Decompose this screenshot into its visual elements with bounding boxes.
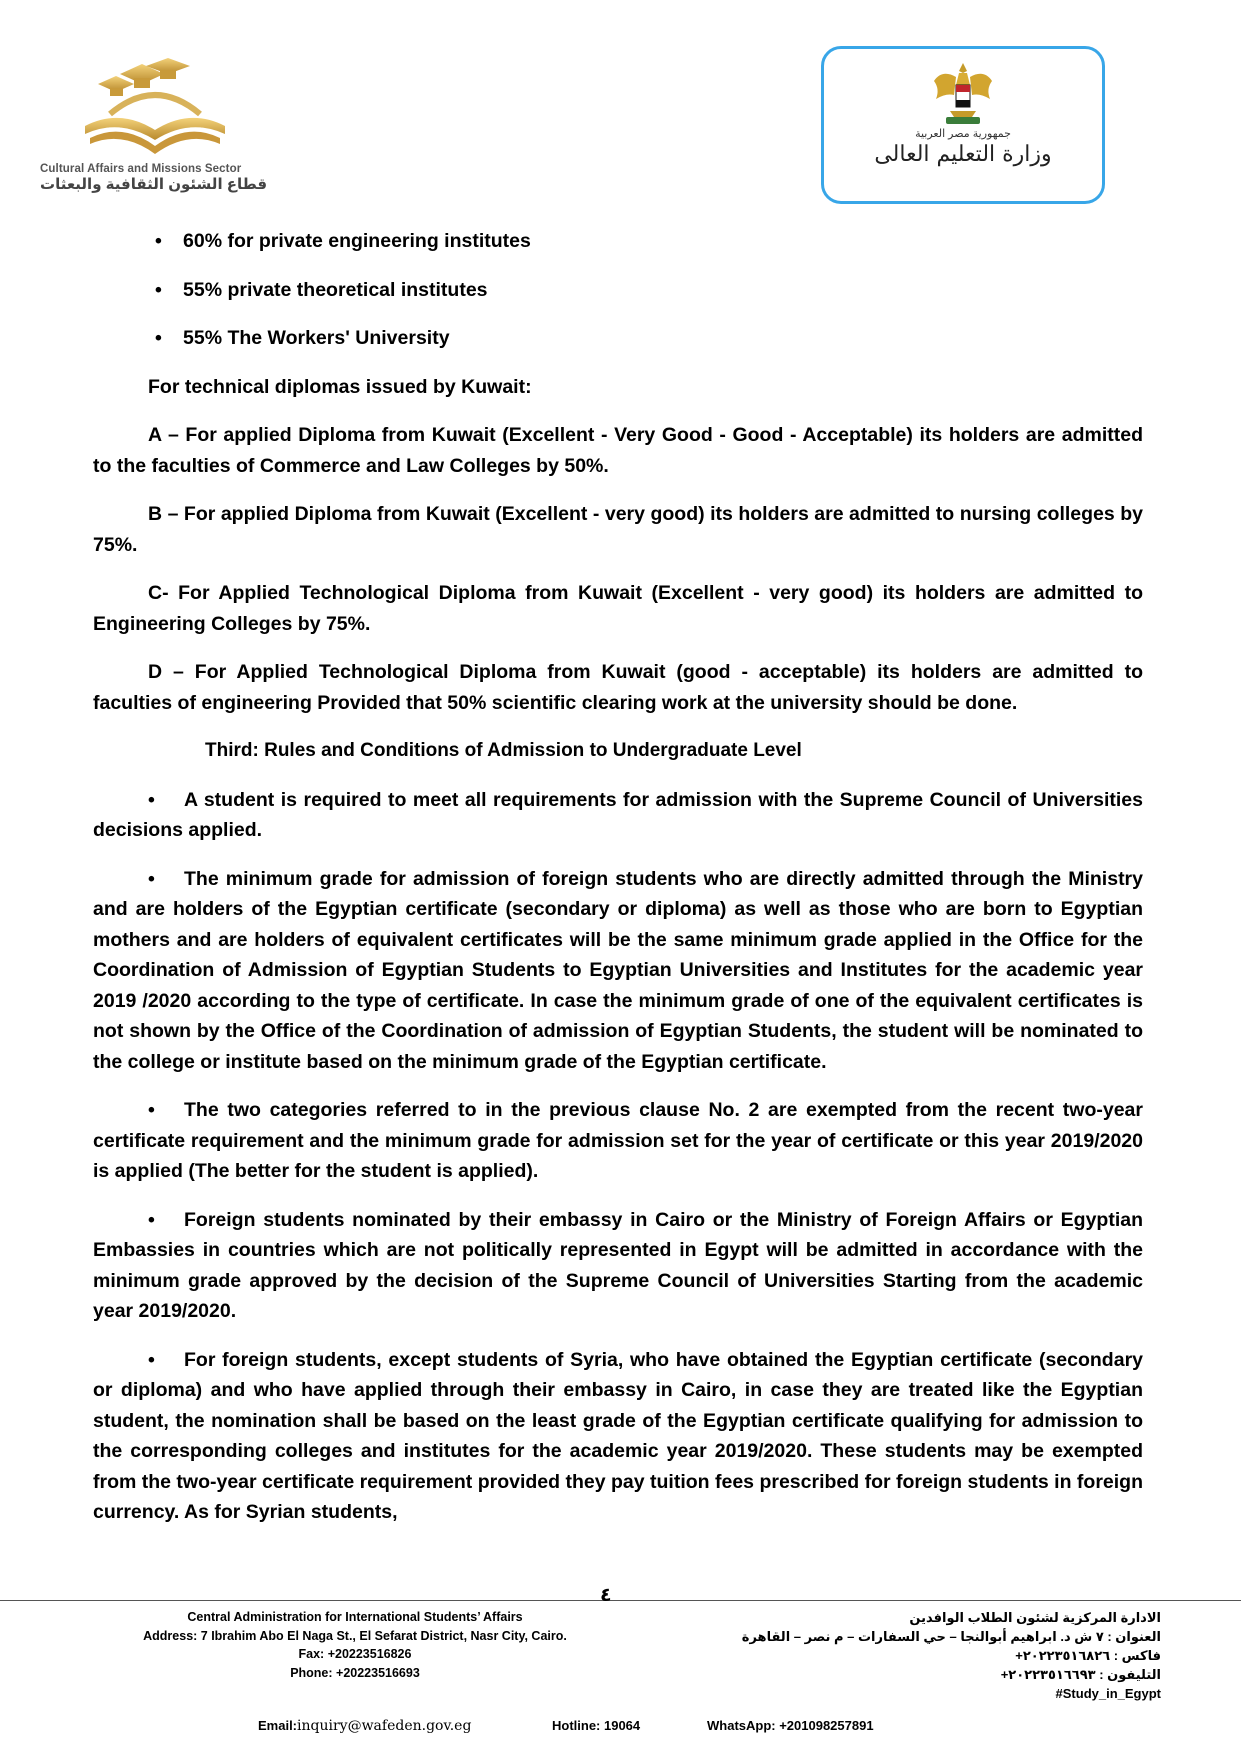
- paragraph-d: D – For Applied Technological Diploma from Kuwait (good - acceptable) its holders are admitted to faculties of engineering Provided that 50% scientific clearing work at the university should be done.: [93, 661, 1143, 714]
- footer-arabic-address: [741, 1608, 1161, 1703]
- rule-item: • A student is required to meet all requirements for admission with the Supreme Council of Universities decisions applied.: [93, 788, 1143, 841]
- footer-email[interactable]: [258, 1718, 471, 1734]
- footer-admin-name: Central Administration for International Students’ Affairs: [187, 1610, 523, 1624]
- footer-hotline: Hotline: 19064: [552, 1718, 641, 1733]
- rule-item: • Foreign students nominated by their embassy in Cairo or the Ministry of Foreign Affairs or Egyptian Embassies in countries which are not politically represented in Egypt will be admitted in accordance with the minimum grade approved by the decision of the Supreme Council of Universities Starting from the academic year 2019/2020.: [93, 1208, 1143, 1322]
- document-body: [93, 226, 1143, 1546]
- rule-item: • For foreign students, except students of Syria, who have obtained the Egyptian certificate (secondary or diploma) and who have applied through their embassy in Cairo, in case they are treated like the Egyptian student, the nomination shall be based on the least grade of the Egyptian certificate qualifying for admission to the corresponding colleges and institutes for the academic year 2019/2020. These students may be exempted from the two-year certificate requirement provided they pay tuition fees prescribed for foreign students in foreign currency. As for Syrian students,: [93, 1348, 1143, 1523]
- footer-fax: Fax: +20223516826: [298, 1647, 412, 1661]
- paragraph-a: A – For applied Diploma from Kuwait (Excellent - Very Good - Good - Acceptable) its holders are admitted to the faculties of Commerce and Law Colleges by 50%.: [93, 424, 1143, 477]
- footer-email-label: Email:: [258, 1718, 298, 1733]
- rule-item: • The minimum grade for admission of foreign students who are directly admitted through the Ministry and are holders of the Egyptian certificate (secondary or diploma) as well as those who are born to Egyptian mothers and are holders of equivalent certificates will be the same minimum grade applied in the Office for the Coordination of Admission of Egyptian Students to Egyptian Universities and Institutes for the academic year 2019 /2020 according to the type of certificate. In case the minimum grade of one of the equivalent certificates is not shown by the Office of the Coordination of admission of Egyptian Students, the student will be nominated to the college or institute based on the minimum grade of the Egyptian certificate.: [93, 867, 1143, 1073]
- footer-phone: Phone: +20223516693: [290, 1665, 420, 1680]
- footer-address: Address: 7 Ibrahim Abo El Naga St., El Sefarat District, Nasr City, Cairo.: [143, 1628, 567, 1643]
- list-item: • 55% private theoretical institutes: [93, 275, 1143, 306]
- cultural-affairs-logo: [40, 56, 270, 191]
- eagle-emblem-icon: [932, 59, 994, 129]
- page-number: ٤: [600, 1585, 612, 1606]
- footer-admin-name-ar: الادارة المركزية لشئون الطلاب الوافدين: [909, 1610, 1161, 1625]
- logo-text-english: Cultural Affairs and Missions Sector: [40, 163, 242, 175]
- list-item: • 60% for private engineering institutes: [93, 226, 1143, 257]
- footer-whatsapp: WhatsApp: +201098257891: [707, 1718, 874, 1733]
- paragraph-b: B – For applied Diploma from Kuwait (Excellent - very good) its holders are admitted to nursing colleges by 75%.: [93, 503, 1143, 556]
- list-item: • 55% The Workers' University: [93, 323, 1143, 354]
- logo-text-arabic: قطاع الشئون الثقافية والبعثات: [40, 176, 268, 193]
- footer-email-link[interactable]: inquiry@wafeden.gov.eg: [297, 1718, 472, 1734]
- ministry-logo: [821, 46, 1105, 204]
- rule-item: • The two categories referred to in the previous clause No. 2 are exempted from the recent two-year certificate requirement and the minimum grade for admission set for the year of certificate or this year 2019/2020 is applied (The better for the student is applied).: [93, 1099, 1143, 1182]
- footer-english-address: [95, 1608, 615, 1682]
- footer-hashtag: #Study_in_Egypt: [1055, 1686, 1161, 1701]
- footer-divider: [0, 1600, 1241, 1601]
- section-heading-technical: For technical diplomas issued by Kuwait:: [148, 375, 532, 398]
- paragraph-c: C- For Applied Technological Diploma from Kuwait (Excellent - very good) its holders are admitted to Engineering Colleges by 75%.: [93, 582, 1143, 635]
- footer-fax-ar: فاكس : ٢٠٢٢٣٥١٦٨٢٦+: [1015, 1648, 1161, 1663]
- graduation-book-icon: [80, 56, 230, 161]
- footer-phone-ar: التليفون : ٢٠٢٢٣٥١٦٦٩٣+: [1000, 1667, 1161, 1682]
- country-name-arabic: جمهورية مصر العربية: [915, 128, 1011, 140]
- ministry-name-arabic: وزارة التعليم العالى: [874, 142, 1052, 167]
- section-heading-third: Third: Rules and Conditions of Admission to Undergraduate Level: [205, 740, 802, 761]
- footer-address-ar: العنوان : ٧ ش د. ابراهيم أبوالنجا – حي السفارات – م نصر – القاهرة: [741, 1629, 1161, 1644]
